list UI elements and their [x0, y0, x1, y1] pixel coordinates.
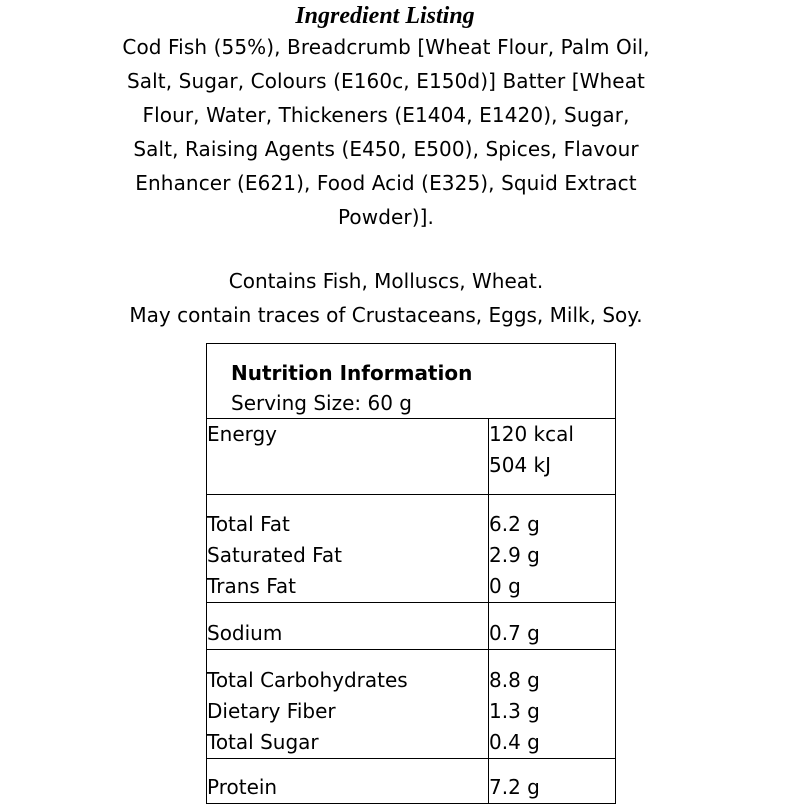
nutrient-name: Trans Fat [207, 574, 296, 598]
nutrient-name: Protein [207, 775, 278, 799]
allergen-contains: Contains Fish, Molluscs, Wheat. [228, 269, 544, 293]
nutrient-name-cell [207, 759, 489, 804]
nutrient-name-cell [207, 419, 489, 495]
ingredients-line: Salt, Raising Agents (E450, E500), Spices, Flavour [133, 137, 639, 161]
nutrient-value-cell [489, 603, 616, 650]
nutrient-name: Dietary Fiber [207, 699, 336, 723]
nutrient-value: 2.9 g [489, 543, 540, 567]
nutrient-value-cell [489, 759, 616, 804]
nutrient-name: Sodium [207, 621, 283, 645]
ingredients-line: Flour, Water, Thickeners (E1404, E1420), Sugar, [142, 103, 630, 127]
nutrition-table [206, 343, 616, 804]
allergen-statement [0, 264, 772, 332]
nutrient-value: 6.2 g [489, 512, 540, 536]
ingredients-line: Enhancer (E621), Food Acid (E325), Squid Extract [135, 171, 637, 195]
ingredients-line: Cod Fish (55%), Breadcrumb [Wheat Flour, Palm Oil, [122, 35, 650, 59]
table-row [207, 759, 616, 804]
nutrient-name-cell [207, 495, 489, 603]
ingredients-line: Powder)]. [337, 205, 435, 229]
nutrient-value: 8.8 g [489, 668, 540, 692]
ingredients-line: Salt, Sugar, Colours (E160c, E150d)] Batter [Wheat [127, 69, 645, 93]
nutrition-header-row [207, 344, 616, 419]
ingredients-text [100, 30, 672, 234]
nutrient-value: 7.2 g [489, 775, 540, 799]
nutrient-value-cell [489, 650, 616, 759]
nutrient-value: 0.7 g [489, 621, 540, 645]
nutrient-name: Saturated Fat [207, 543, 342, 567]
page-title: Ingredient Listing [295, 3, 475, 29]
nutrient-value: 0.4 g [489, 730, 540, 754]
nutrient-name: Total Carbohydrates [207, 668, 408, 692]
nutrient-value-cell [489, 419, 616, 495]
nutrient-name: Total Sugar [207, 730, 319, 754]
allergen-may-contain: May contain traces of Crustaceans, Eggs, Milk, Soy. [129, 303, 643, 327]
nutrition-heading: Nutrition Information [231, 361, 473, 385]
serving-size: Serving Size: 60 g [231, 391, 412, 415]
nutrient-value: 120 kcal [489, 422, 574, 446]
table-row [207, 419, 616, 495]
nutrient-name-cell [207, 603, 489, 650]
nutrient-value: 0 g [489, 574, 521, 598]
table-row [207, 495, 616, 603]
nutrient-value: 504 kJ [489, 453, 552, 477]
nutrient-value: 1.3 g [489, 699, 540, 723]
nutrient-name: Total Fat [207, 512, 290, 536]
table-row [207, 603, 616, 650]
table-row [207, 650, 616, 759]
nutrient-name: Energy [207, 422, 278, 446]
nutrient-name-cell [207, 650, 489, 759]
nutrition-header [207, 344, 616, 419]
nutrient-value-cell [489, 495, 616, 603]
